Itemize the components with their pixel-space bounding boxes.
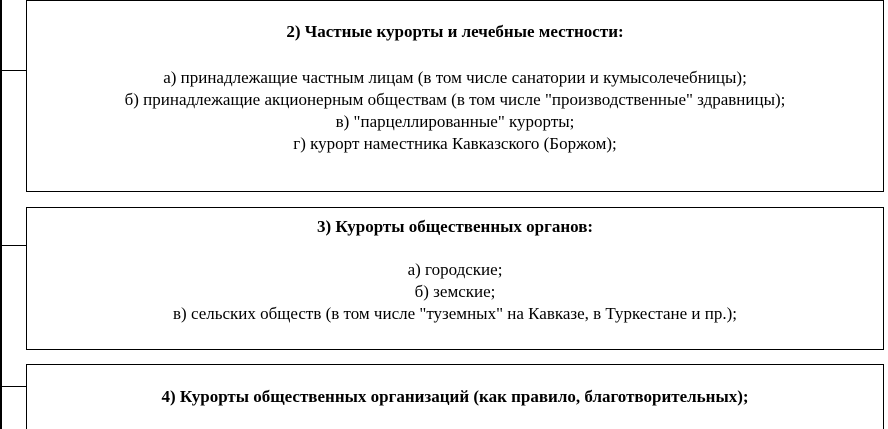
diagram-box-public-organization-resorts (26, 364, 884, 429)
connector-branch (0, 245, 26, 246)
box-item: а) городские; (407, 260, 503, 279)
diagram-box-private-resorts (26, 0, 884, 192)
connector-trunk (0, 0, 2, 429)
box-title: 4) Курорты общественных организаций (как правило, благотворительных); (161, 387, 749, 406)
box-item: б) земские; (414, 282, 496, 301)
box-item: а) принадлежащие частным лицам (в том числе санатории и кумысолечебницы); (163, 68, 747, 87)
box-item: б) принадлежащие акционерным обществам (в том числе "производственные" здравницы); (124, 90, 786, 109)
diagram-box-public-body-resorts (26, 207, 884, 350)
box-item: г) курорт наместника Кавказского (Боржом); (293, 134, 617, 153)
box-item: в) сельских обществ (в том числе "туземных" на Кавказе, в Туркестане и пр.); (173, 304, 737, 323)
box-title: 3) Курорты общественных органов: (316, 217, 594, 236)
box-item-list (27, 43, 883, 155)
box-item-list (27, 238, 883, 325)
connector-branch (0, 70, 26, 71)
connector-branch (0, 386, 26, 387)
box-title: 2) Частные курорты и лечебные местности: (286, 22, 624, 41)
box-item: в) "парцеллированные" курорты; (335, 112, 575, 131)
